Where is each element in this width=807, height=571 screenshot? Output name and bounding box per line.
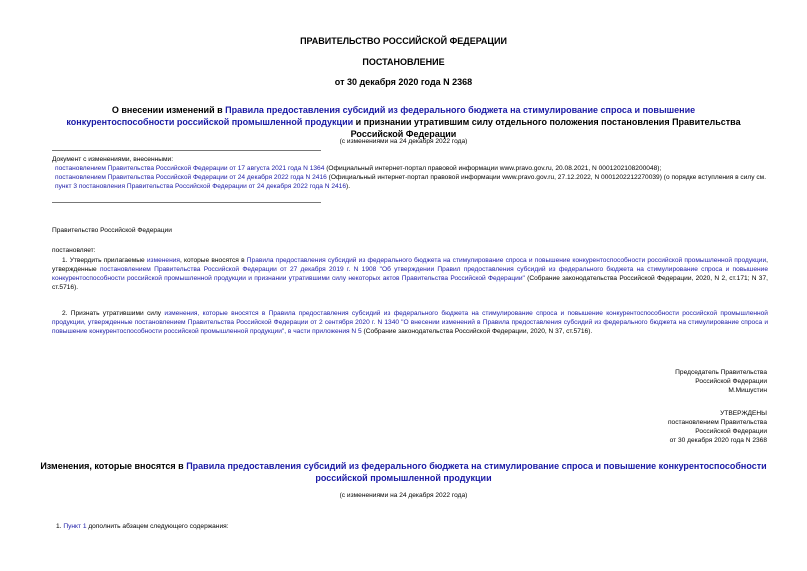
amendment-item-2 <box>52 173 772 191</box>
amendment-1-text: (Официальный интернет-портал правовой информации www.pravo.gov.ru, 20.08.2021, N 0001202108200048); <box>324 165 662 172</box>
approved-line-3: Российской Федерации <box>695 428 767 435</box>
amendment-item-1 <box>52 164 772 173</box>
header-date-number: от 30 декабря 2020 года N 2368 <box>334 77 473 87</box>
title-rules-link[interactable]: Правила предоставления субсидий из федерального бюджета на стимулирование спроса и повышение конкурентоспособности российской промышленной продукции <box>66 105 696 127</box>
approved-line-4: от 30 декабря 2020 года N 2368 <box>669 437 767 444</box>
p1-rules-link[interactable]: Правила предоставления субсидий из федерального бюджета на стимулирование спроса и повышение конкурентоспособности российской промышленной продукции <box>246 257 767 264</box>
divider-top <box>52 150 321 151</box>
p1-b: , которые вносятся в <box>180 257 247 264</box>
divider-bottom <box>52 202 321 203</box>
document-title <box>58 104 749 140</box>
p1-a: 1. Утвердить прилагаемые <box>62 257 147 264</box>
p1-resolution-link[interactable]: постановлением Правительства Российской Федерации от 27 декабря 2019 г. N 1908 "Об утверждении Правил предоставления субсидий из федерального бюджета на стимулирование спроса и повышение конкурентоспособности российской промышленной продукции и признании утратившими силу некоторых актов Правительства Российской Федерации" <box>52 266 768 282</box>
resolves-label: постановляет: <box>52 247 96 254</box>
annex-edition: (с изменениями на 24 декабря 2022 года) <box>339 492 468 499</box>
approved-line-2: постановлением Правительства <box>667 419 767 426</box>
paragraph-1 <box>52 256 768 292</box>
approved-line-1: УТВЕРЖДЕНЫ <box>720 410 767 417</box>
p2-b: (Собрание законодательства Российской Федерации, 2020, N 37, ст.5716). <box>361 328 593 335</box>
amendments-block <box>52 155 772 191</box>
p1-c: , утвержденные <box>52 257 768 273</box>
signature-name: М.Мишустин <box>728 387 767 394</box>
paragraph-2 <box>52 309 768 336</box>
government-label: Правительство Российской Федерации <box>52 227 172 234</box>
annex-item-1 <box>56 522 229 531</box>
signature-line-2: Российской Федерации <box>695 378 767 385</box>
title-pre: О внесении изменений в <box>111 105 226 115</box>
annex-item-1-link[interactable]: Пункт 1 <box>63 523 87 530</box>
title-edition: (с изменениями на 24 декабря 2022 года) <box>339 138 468 145</box>
approved-block <box>668 409 767 445</box>
amendments-intro: Документ с изменениями, внесенными: <box>52 156 174 163</box>
annex-title-pre: Изменения, которые вносятся в <box>40 461 187 471</box>
amendment-2-link[interactable]: постановлением Правительства Российской Федерации от 24 декабря 2022 года N 2416 <box>55 174 327 181</box>
annex-rules-link[interactable]: Правила предоставления субсидий из федерального бюджета на стимулирование спроса и повышение конкурентоспособности российской промышленной продукции <box>186 461 767 483</box>
signature-line-1: Председатель Правительства <box>675 369 767 376</box>
title-post: и признании утратившим силу отдельного положения постановления Правительства Российской Федерации <box>350 117 741 139</box>
annex-item-1-a: 1. <box>56 523 64 530</box>
signature-block <box>675 368 767 395</box>
annex-item-1-b: дополнить абзацем следующего содержания: <box>86 523 229 530</box>
amendment-1-link[interactable]: постановлением Правительства Российской Федерации от 17 августа 2021 года N 1364 <box>55 165 325 172</box>
p2-a: 2. Признать утратившими силу <box>62 310 165 317</box>
p2-changes-link[interactable]: изменения, которые вносятся в Правила предоставления субсидий из федерального бюджета на стимулирование спроса и повышение конкурентоспособности российской промышленной продукции, утвержденные постановлением Правительства Российской Федерации от 2 сентября 2020 г. N 1340 "О внесении изменений в Правила предоставления субсидий из федерального бюджета на стимулирование спроса и повышение конкурентоспособности российской промышленной продукции", в части приложения N 5 <box>52 310 768 335</box>
p1-d: (Собрание законодательства Российской Федерации, 2020, N 2, ст.171; N 37, ст.5716). <box>52 275 768 291</box>
p1-changes-link[interactable]: изменения <box>146 257 180 264</box>
amendment-2-end: ). <box>346 183 351 190</box>
header-org: ПРАВИТЕЛЬСТВО РОССИЙСКОЙ ФЕДЕРАЦИИ <box>300 36 507 46</box>
annex-title <box>40 460 767 484</box>
amendment-2-entry-link[interactable]: пункт 3 постановления Правительства Российской Федерации от 24 декабря 2022 года N 2416 <box>55 183 346 190</box>
header-doc-type: ПОСТАНОВЛЕНИЕ <box>362 57 445 67</box>
amendment-2-text: (Официальный интернет-портал правовой информации www.pravo.gov.ru, 27.12.2022, N 0001202212270039) (о порядке вступления в силу см. <box>326 174 767 181</box>
